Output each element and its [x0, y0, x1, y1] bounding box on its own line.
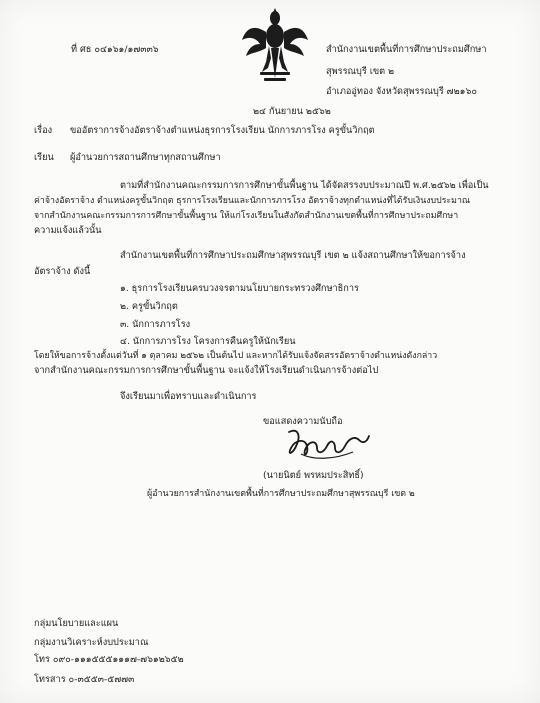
signer-name: (นายนิตย์ พรหมประสิทธิ์)	[263, 470, 364, 481]
signature	[283, 424, 373, 464]
subject-label: เรื่อง	[34, 125, 53, 136]
paragraph1-line: ตามที่สำนักงานคณะกรรมการการศึกษาขั้นพื้นฐาน ได้จัดสรรงบประมาณปี พ.ศ.๒๕๖๒ เพื่อเป็น	[120, 180, 489, 191]
list-item: ๑. ธุรการโรงเรียนครบวงจรตามนโยบายกระทรวงศึกษาธิการ	[120, 283, 359, 294]
recipient-text: ผู้อำนวยการสถานศึกษาทุกสถานศึกษา	[70, 152, 221, 163]
footer-line: กลุ่มนโยบายและแผน	[34, 618, 119, 629]
paragraph1-line: จากสำนักงานคณะกรรมการการศึกษาขั้นพื้นฐาน ให้แก่โรงเรียนในสังกัดสำนักงานเขตพื้นที่การศึกษาประถมศึกษา	[34, 211, 459, 221]
letter-date: ๒๔ กันยายน ๒๕๖๒	[253, 106, 331, 117]
footer-fax: โทรสาร ๐-๓๕๕๓-๕๗๗๓	[34, 674, 135, 685]
list-item: ๒. ครูขั้นวิกฤต	[120, 301, 178, 312]
paragraph3-line: โดยให้ขอการจ้างตั้งแต่วันที่ ๑ ตุลาคม ๒๕๖๒ เป็นต้นไป และหากได้รับแจ้งจัดสรรอัตราจ้างตำแหน่งดังกล่าว	[34, 351, 438, 361]
garuda-emblem	[240, 6, 310, 84]
org-name-line1: สำนักงานเขตพื้นที่การศึกษาประถมศึกษา	[326, 44, 487, 55]
org-address: อำเภออู่ทอง จังหวัดสุพรรณบุรี ๗๒๑๖๐	[326, 86, 477, 97]
closing-request: จึงเรียนมาเพื่อทราบและดำเนินการ	[120, 391, 257, 402]
footer-line: กลุ่มงานวิเคราะห์งบประมาณ	[34, 637, 149, 648]
recipient-label: เรียน	[34, 152, 54, 163]
paragraph2-line: สำนักงานเขตพื้นที่การศึกษาประถมศึกษาสุพรรณบุรี เขต ๒ แจ้งสถานศึกษาให้ขอการจ้าง	[120, 250, 466, 261]
paragraph1-line: ค่าจ้างอัตราจ้าง ตำแหน่งครูขั้นวิกฤต ธุรการโรงเรียนและนักการภารโรง อัตราจ้างทุกตำแหน่งที่ได้รับเงินงบประมาณ	[34, 196, 471, 206]
document-number: ที่ ศธ ๐๔๑๖๑/๑๗๓๓๖	[71, 44, 159, 55]
paragraph3-line: จากสำนักงานคณะกรรมการการศึกษาขั้นพื้นฐาน จะแจ้งให้โรงเรียนดำเนินการจ้างต่อไป	[34, 365, 379, 376]
footer-phone: โทร ๐๙๐-๑๑๑๕๕๕๑๑๑๗-๗๖๑๒๖๕๒	[34, 654, 184, 665]
closing-phrase: ขอแสดงความนับถือ	[263, 416, 343, 427]
org-name-line2: สุพรรณบุรี เขต ๒	[326, 66, 395, 77]
subject-text: ขออัตราการจ้างอัตราจ้างตำแหน่งธุรการโรงเรียน นักการภารโรง ครูขั้นวิกฤต	[70, 125, 375, 136]
list-item: ๔. นักการภารโรง โครงการคืนครูให้นักเรียน	[120, 336, 296, 347]
paragraph1-line: ความแจ้งแล้วนั้น	[34, 225, 102, 236]
signer-title: ผู้อำนวยการสำนักงานเขตพื้นที่การศึกษาประถมศึกษาสุพรรณบุรี เขต ๒	[147, 489, 415, 499]
paragraph2-line: อัตราจ้าง ดังนี้	[34, 266, 91, 277]
list-item: ๓. นักการภารโรง	[120, 319, 191, 330]
